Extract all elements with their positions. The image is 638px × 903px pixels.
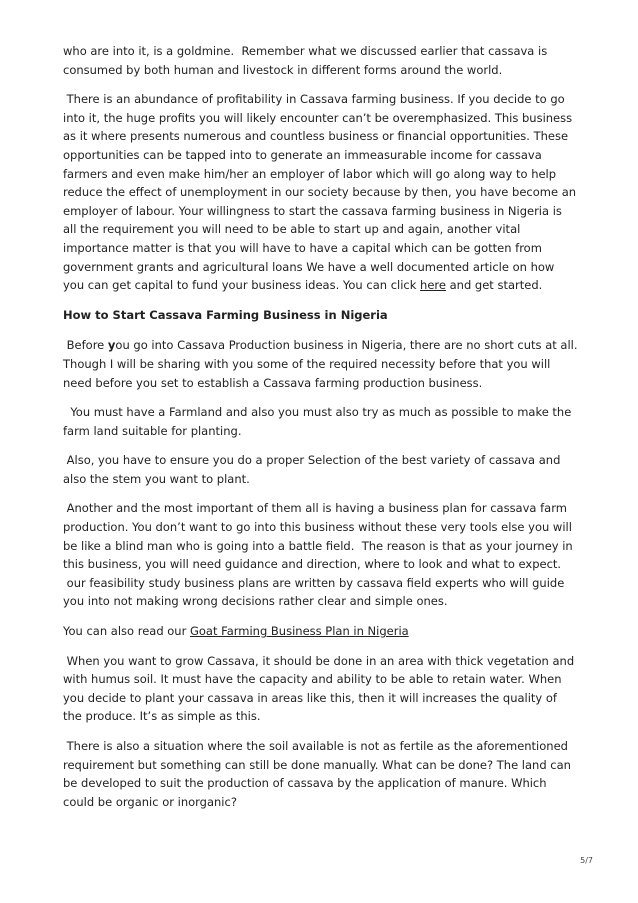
paragraph-9: There is also a situation where the soil available is not as fertile as the aforementioned requirement but something can still be done manually. What can be done? The land can be developed to suit the production of cassava by the application of manure. Which could be organic or inorganic? [63, 739, 575, 809]
paragraph-3-bold-letter: y [107, 338, 116, 353]
paragraph-3-start: Before [63, 338, 108, 353]
paragraph-2 [63, 90, 578, 295]
paragraph-7 [63, 622, 578, 641]
paragraph-7-text: You can also read our [63, 624, 190, 639]
paragraph-4: You must have a Farmland and also you must also try as much as possible to make the farm land suitable for planting. [63, 405, 575, 438]
paragraph-2-end: and get started. [445, 278, 543, 293]
paragraph-2-text: There is an abundance of profitability in Cassava farming business. If you decide to go into it, the huge profits you will likely encounter can’t be overemphasized. This business as it where presents numerous and countless business or financial opportunities. These opportunities can be tapped into to generate an immeasurable income for cassava farmers and even make him/her an employer of labor which will go along way to help reduce the effect of unemployment in our society because by then, you have become an employer of labour. Your willingness to start the cassava farming business in Nigeria is all the requirement you will need to be able to start up and again, another vital importance matter is that you will have to have a capital which can be gotten from government grants and agricultural loans We have a well documented article on how you can get capital to fund your business ideas. You can click [63, 92, 580, 293]
paragraph-6: Another and the most important of them all is having a business plan for cassava farm production. You don’t want to go into this business without these very tools else you will be like a blind man who is going into a battle field. The reason is that as your journey in this business, you will need guidance and direction, where to look and what to expect. our feasibility study business plans are written by cassava field experts who will guide you into not making wrong decisions rather clear and simple ones. [63, 501, 573, 609]
paragraph-1: who are into it, is a goldmine. Remember what we discussed earlier that cassava is consumed by both human and livestock in different forms around the world. [63, 44, 551, 77]
page-number: 5/7 [580, 856, 593, 865]
here-link[interactable]: here [420, 278, 446, 293]
paragraph-5: Also, you have to ensure you do a proper Selection of the best variety of cassava and also the stem you want to plant. [63, 453, 565, 486]
paragraph-3 [63, 336, 582, 392]
section-heading: How to Start Cassava Farming Business in Nigeria [63, 307, 388, 322]
document-page [63, 42, 582, 822]
paragraph-8: When you want to grow Cassava, it should be done in an area with thick vegetation and with humus soil. It must have the capacity and ability to be able to retain water. When you decide to plant your cassava in areas like this, then it will increases the quality of the produce. It’s as simple as this. [63, 653, 578, 724]
paragraph-3-rest: ou go into Cassava Production business in Nigeria, there are no short cuts at all. Though I will be sharing with you some of the required necessity before that you will need before you set to establish a Cassava farming production business. [63, 338, 582, 390]
goat-farming-link[interactable]: Goat Farming Business Plan in Nigeria [189, 624, 409, 639]
